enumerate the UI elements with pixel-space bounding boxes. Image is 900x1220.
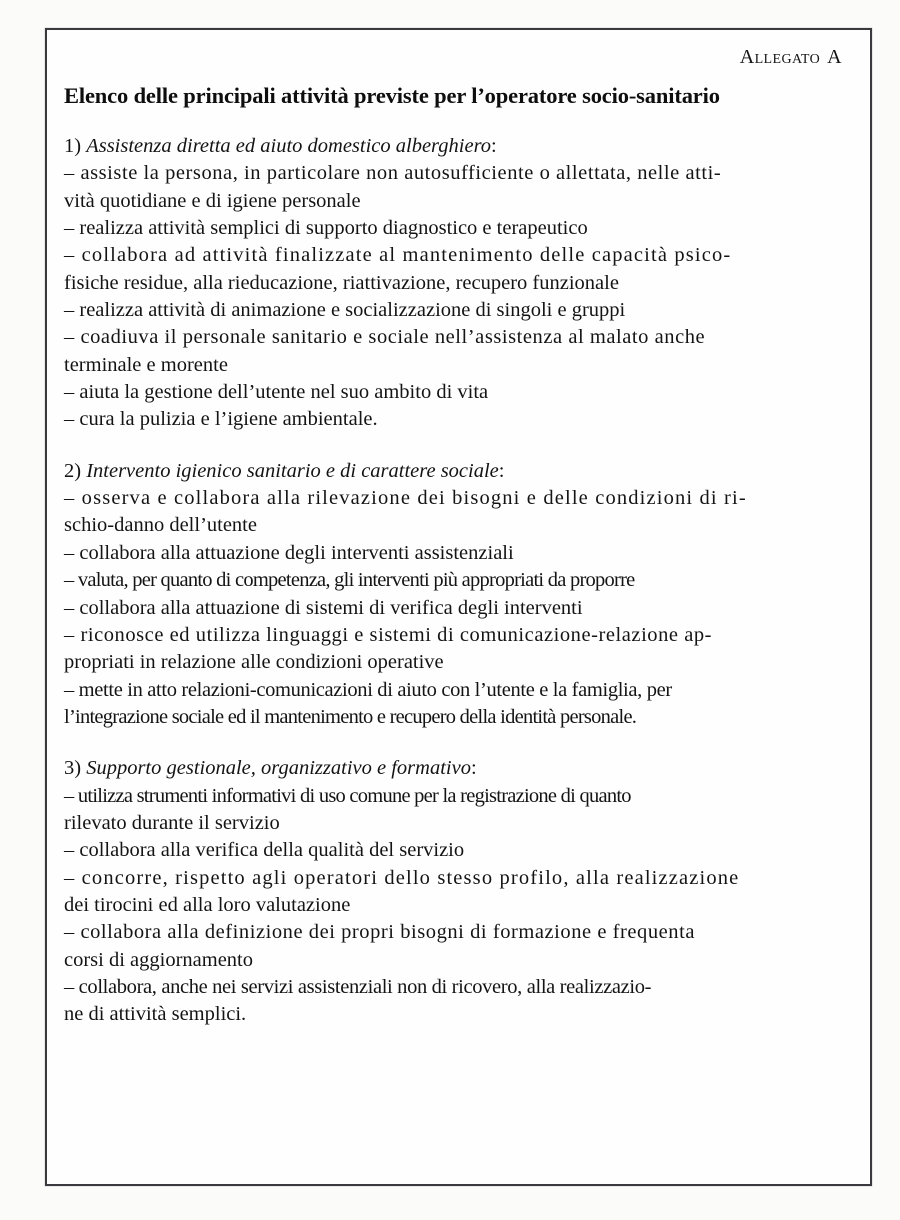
text-line: vità quotidiane e di igiene personale bbox=[64, 189, 361, 212]
text-line: – utilizza strumenti informativi di uso comune per la registrazione di quanto bbox=[64, 784, 631, 807]
text-line: terminale e morente bbox=[64, 353, 228, 376]
text-line: – cura la pulizia e l’igiene ambientale. bbox=[64, 408, 378, 431]
section-2 bbox=[64, 458, 842, 731]
text-line: – collabora alla attuazione di sistemi di verifica degli interventi bbox=[64, 596, 583, 619]
text-line: corsi di aggiornamento bbox=[64, 948, 254, 971]
text-line: – collabora, anche nei servizi assistenziali non di ricovero, alla realizzazio- bbox=[64, 976, 652, 999]
section-2-heading bbox=[64, 458, 842, 485]
section-1-lines bbox=[64, 160, 842, 434]
text-line: fisiche residue, alla rieducazione, riattivazione, recupero funzionale bbox=[64, 271, 619, 294]
section-1-number: 1) bbox=[64, 135, 82, 157]
text-line: – realizza attività di animazione e socializzazione di singoli e gruppi bbox=[64, 299, 626, 322]
text-line: – collabora alla verifica della qualità del servizio bbox=[64, 839, 465, 862]
document-frame bbox=[45, 28, 872, 1186]
text-line: – mette in atto relazioni-comunicazioni di aiuto con l’utente e la famiglia, per bbox=[64, 678, 672, 701]
text-line: – collabora alla definizione dei propri bisogni di formazione e frequenta bbox=[64, 921, 696, 944]
page-title: Elenco delle principali attività previste per l’operatore socio-sanitario bbox=[64, 83, 720, 108]
section-3-colon: : bbox=[470, 757, 477, 780]
annex-label: Allegato bbox=[739, 46, 821, 68]
text-line: – valuta, per quanto di competenza, gli interventi più appropriati da proporre bbox=[64, 569, 635, 592]
text-line: – realizza attività semplici di supporto diagnostico e terapeutico bbox=[64, 216, 588, 239]
section-1-colon: : bbox=[491, 135, 497, 157]
section-1-title: Assistenza diretta ed aiuto domestico alberghiero bbox=[86, 135, 492, 157]
page-content bbox=[64, 38, 842, 1029]
section-3-heading bbox=[64, 755, 842, 782]
section-3 bbox=[64, 755, 842, 1028]
text-line: – aiuta la gestione dell’utente nel suo ambito di vita bbox=[64, 381, 489, 404]
section-2-colon: : bbox=[498, 459, 505, 482]
text-line: – riconosce ed utilizza linguaggi e sistemi di comunicazione-relazione ap- bbox=[64, 623, 713, 646]
text-line: schio-danno dell’utente bbox=[64, 514, 257, 537]
text-line: – osserva e collabora alla rilevazione dei bisogni e delle condizioni di ri- bbox=[64, 487, 747, 510]
text-line: – collabora alla attuazione degli interventi assistenziali bbox=[64, 541, 514, 564]
section-1-heading bbox=[64, 133, 842, 160]
annex-header bbox=[64, 46, 842, 69]
section-3-number: 3) bbox=[64, 757, 82, 780]
section-3-title: Supporto gestionale, organizzativo e formativo bbox=[86, 757, 471, 780]
section-1 bbox=[64, 133, 842, 434]
text-line: dei tirocini ed alla loro valutazione bbox=[64, 894, 351, 917]
text-line: – concorre, rispetto agli operatori dello stesso profilo, alla realizzazione bbox=[64, 866, 740, 889]
annex-letter: A bbox=[827, 46, 842, 68]
text-line: – assiste la persona, in particolare non autosufficiente o allettata, nelle atti- bbox=[64, 162, 722, 185]
text-line: l’integrazione sociale ed il mantenimento e recupero della identità personale. bbox=[64, 705, 637, 728]
section-2-lines bbox=[64, 485, 842, 731]
text-line: – collabora ad attività finalizzate al mantenimento delle capacità psico- bbox=[64, 244, 732, 267]
text-line: – coadiuva il personale sanitario e sociale nell’assistenza al malato anche bbox=[64, 326, 706, 349]
section-2-title: Intervento igienico sanitario e di carattere sociale bbox=[86, 459, 499, 482]
section-2-number: 2) bbox=[64, 459, 82, 482]
text-line: ne di attività semplici. bbox=[64, 1003, 247, 1026]
text-line: rilevato durante il servizio bbox=[64, 811, 280, 834]
section-3-lines bbox=[64, 783, 842, 1029]
text-line: propriati in relazione alle condizioni operative bbox=[64, 651, 444, 674]
